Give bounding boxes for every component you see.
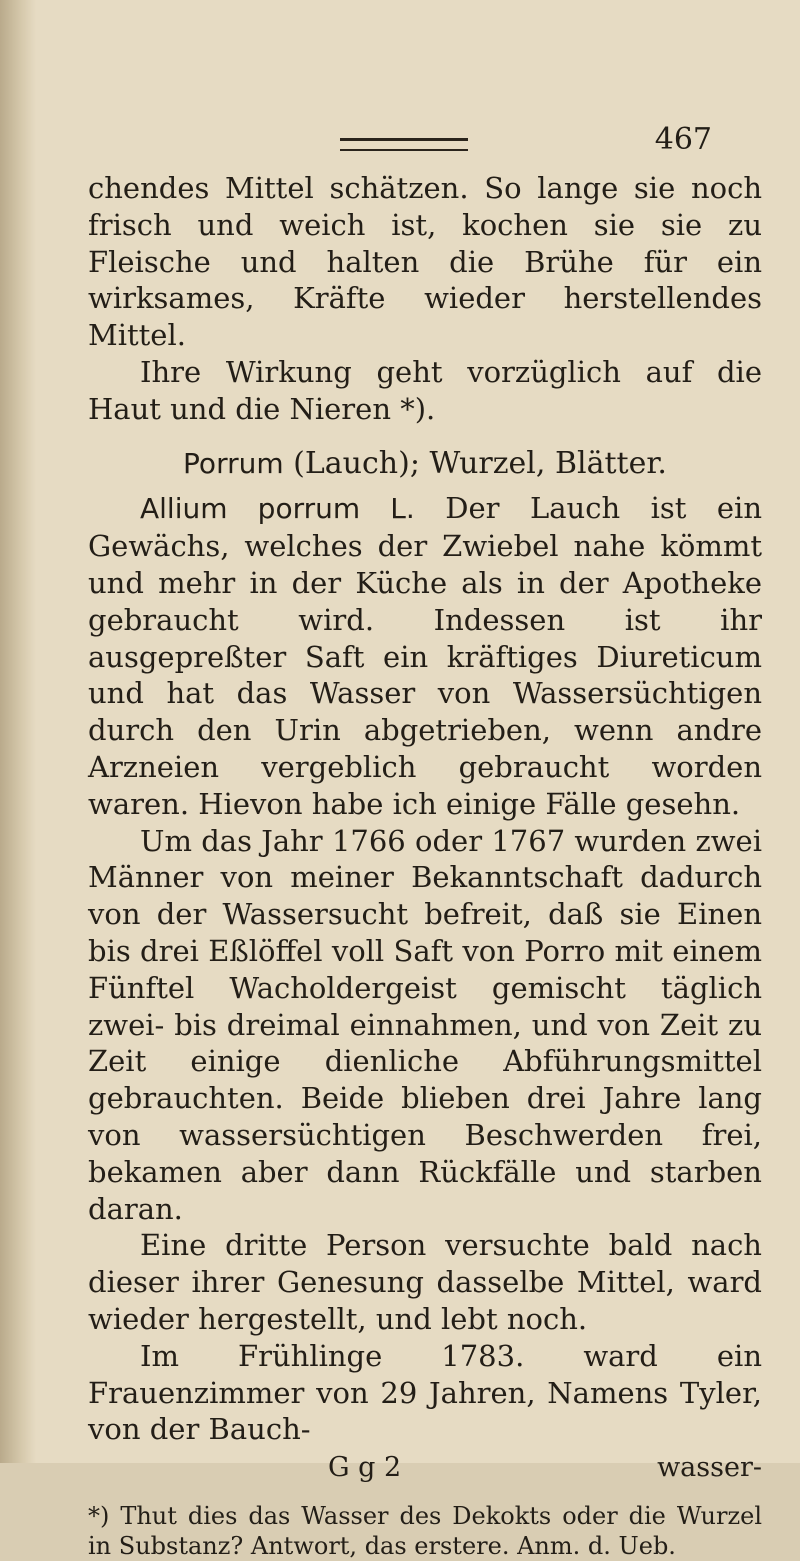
paragraph-3 [88, 490, 762, 822]
section-heading [88, 446, 762, 483]
signature-mark: G g 2 [328, 1452, 402, 1484]
paragraph-6: Im Frühlinge 1783. ward ein Frauenzimmer von 29 Jahren, Namens Tyler, von der Bauch- [88, 1338, 762, 1447]
header-rule [340, 138, 468, 151]
heading-latin: Porrum [183, 446, 284, 480]
page-body [88, 170, 762, 1561]
paragraph-4: Um das Jahr 1766 oder 1767 wurden zwei Männer von meiner Bekanntschaft dadurch von der Wassersucht befreit, daß sie Einen bis drei Eßlöffel voll Saft von Porro mit einem Fünftel Wacholdergeist gemischt täglich zwei- bis dreimal einnahmen, und von Zeit zu Zeit einige dienliche Abführungsmittel gebrauchten. Beide blieben drei Jahre lang von wassersüchtigen Beschwerden frei, bekamen aber dann Rückfälle und starben daran. [88, 823, 762, 1226]
latin-name: Allium porrum L. [140, 492, 415, 526]
paragraph-2: Ihre Wirkung geht vorzüglich auf die Haut und die Nieren *). [88, 354, 762, 426]
page-header [90, 122, 770, 168]
catchword: wasser- [657, 1452, 762, 1484]
signature-row [88, 1450, 762, 1487]
paragraph-1: chendes Mittel schätzen. So lange sie noch frisch und weich ist, kochen sie sie zu Fleische und halten die Brühe für ein wirksames, Kräfte wieder herstellendes Mittel. [88, 171, 762, 353]
paragraph-3-text: Der Lauch ist ein Gewächs, welches der Zwiebel nahe kömmt und mehr in der Küche als in der Apotheke gebraucht wird. Indessen ist ihr ausgepreßter Saft ein kräftiges Diureticum und hat das Wasser von Wassersüchtigen durch den Urin abgetrieben, wenn andre Arzneien vergeblich gebraucht worden waren. Hievon habe ich einige Fälle gesehn. [88, 491, 762, 821]
page-number: 467 [654, 122, 712, 157]
page-gutter [0, 0, 36, 1463]
heading-rest: (Lauch); Wurzel, Blätter. [283, 445, 667, 481]
footnote: *) Thut dies das Wasser des Dekokts oder die Wurzel in Substanz? Antwort, das erstere. Anm. d. Ueb. [88, 1501, 762, 1560]
paragraph-5: Eine dritte Person versuchte bald nach dieser ihrer Genesung dasselbe Mittel, ward wieder hergestellt, und lebt noch. [88, 1228, 762, 1336]
